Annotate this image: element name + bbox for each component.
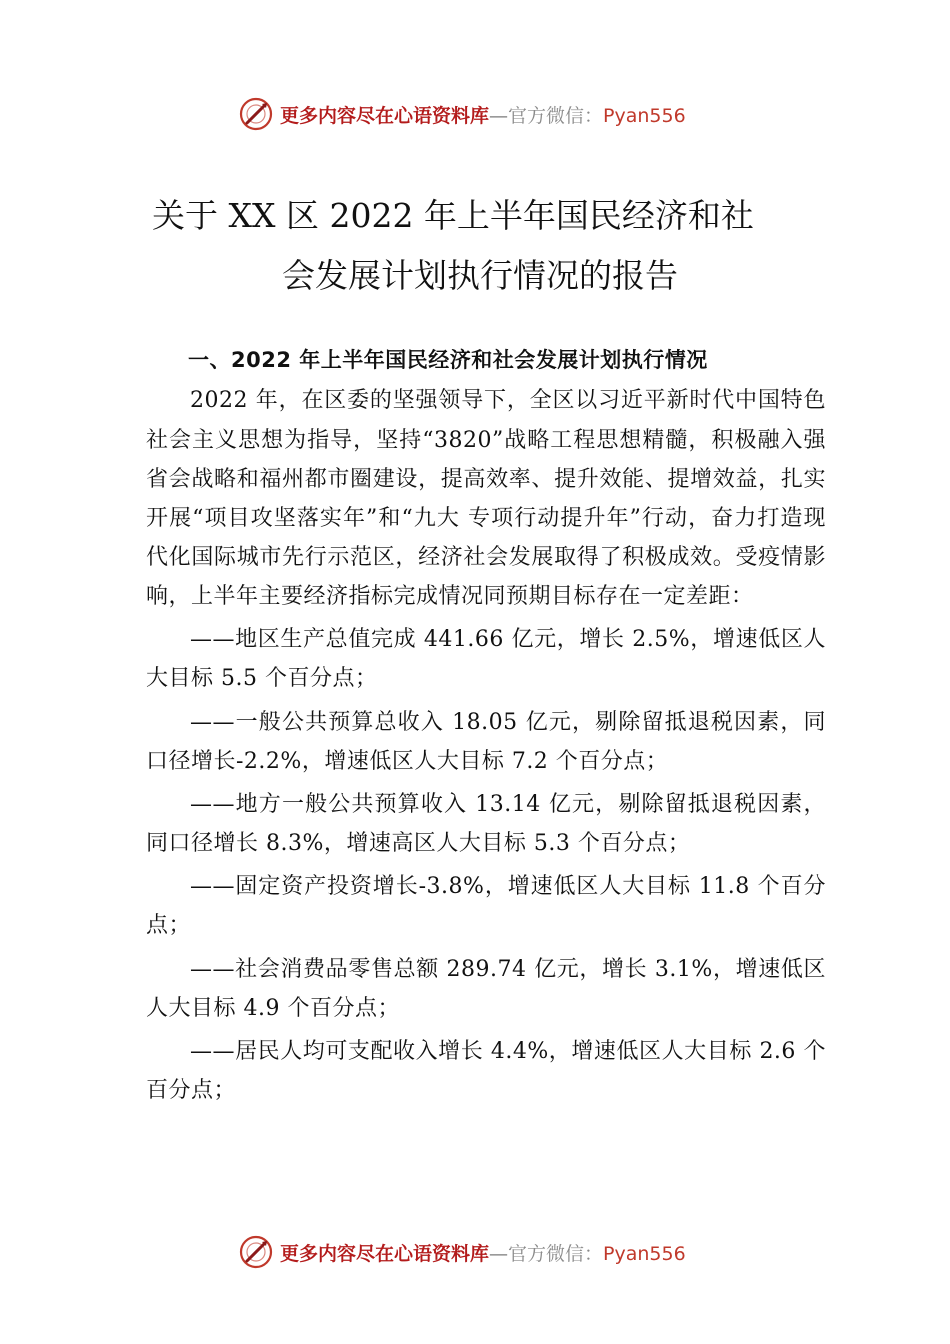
brush-logo-icon bbox=[238, 96, 274, 132]
watermark-dash: — bbox=[489, 104, 509, 127]
footer-watermark-banner bbox=[238, 1232, 758, 1272]
document-body bbox=[146, 342, 826, 1110]
indicator-item: ——居民人均可支配收入增长 4.4%，增速低区人大目标 2.6 个百分点； bbox=[146, 1038, 826, 1104]
watermark-text bbox=[280, 1239, 686, 1266]
document-title-line-1: 关于 XX 区 2022 年上半年国民经济和社 bbox=[152, 196, 754, 235]
watermark-main-text: 更多内容尽在心语资料库 bbox=[280, 1242, 490, 1265]
intro-paragraph: 2022 年，在区委的坚强领导下，全区以习近平新时代中国特色社会主义思想为指导，坚持“3820”战略工程思想精髓，积极融入强省会战略和福州都市圈建设，提高效率、提升效能、提增效益，扎实开展“项目攻坚落实年”和“九大 专项行动提升年”行动，奋力打造现代化国际城市先行示范区，经济社会发展取得了积极成效。受疫情影响，上半年主要经济指标完成情况同预期目标存在一定差距： bbox=[146, 388, 826, 610]
watermark-label: 官方微信： bbox=[508, 1242, 604, 1265]
watermark-label: 官方微信： bbox=[508, 104, 604, 127]
indicator-item: ——地区生产总值完成 441.66 亿元，增长 2.5%，增速低区人大目标 5.5 个百分点； bbox=[146, 627, 826, 692]
section-heading: 一、2022 年上半年国民经济和社会发展计划执行情况 bbox=[188, 348, 708, 372]
brush-logo-icon bbox=[238, 1234, 274, 1270]
watermark-text bbox=[280, 101, 686, 128]
indicator-item: ——固定资产投资增长-3.8%，增速低区人大目标 11.8 个百分点； bbox=[146, 874, 826, 939]
watermark-wechat-id: Pyan556 bbox=[603, 1242, 686, 1265]
indicator-item: ——社会消费品零售总额 289.74 亿元，增长 3.1%，增速低区人大目标 4.9 个百分点； bbox=[146, 956, 826, 1021]
watermark-wechat-id: Pyan556 bbox=[603, 104, 686, 127]
indicator-item: ——一般公共预算总收入 18.05 亿元，剔除留抵退税因素，同口径增长-2.2%，增速低区人大目标 7.2 个百分点； bbox=[146, 709, 826, 774]
watermark-main-text: 更多内容尽在心语资料库 bbox=[280, 104, 490, 127]
indicator-item: ——地方一般公共预算收入 13.14 亿元，剔除留抵退税因素，同口径增长 8.3%，增速高区人大目标 5.3 个百分点； bbox=[146, 791, 826, 857]
header-watermark-banner bbox=[238, 94, 758, 134]
watermark-dash: — bbox=[489, 1242, 509, 1265]
document-title-line-2: 会发展计划执行情况的报告 bbox=[282, 256, 678, 295]
